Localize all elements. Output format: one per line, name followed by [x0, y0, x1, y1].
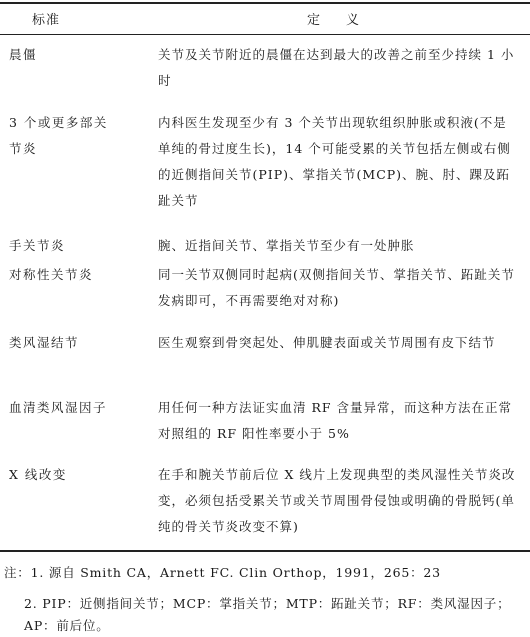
criterion-cell: 晨僵: [9, 47, 38, 62]
definition-cell: 腕、近指间关节、掌指关节至少有一处肿胀: [158, 238, 415, 253]
criterion-cell: 类风湿结节: [9, 335, 80, 350]
definition-cell: 用任何一种方法证实血清 RF 含量异常，而这种方法在正常对照组的 RF 阳性率要小于 5%: [158, 400, 513, 441]
criterion-cell: X 线改变: [9, 467, 67, 482]
criterion-cell: 对称性关节炎: [9, 267, 94, 282]
definition-cell: 医生观察到骨突起处、伸肌腱表面或关节周围有皮下结节: [158, 335, 496, 350]
header-col-criterion: 标准: [32, 13, 61, 28]
criterion-cell: 3 个或更多部关节炎: [9, 115, 108, 156]
definition-cell: 关节及关节附近的晨僵在达到最大的改善之前至少持续 1 小时: [158, 47, 515, 88]
criterion-cell: 血清类风湿因子: [9, 400, 108, 415]
footnote-abbreviations: 2. PIP：近侧指间关节；MCP：掌指关节；MTP：跖趾关节；RF：类风湿因子；AP：前后位。: [24, 596, 511, 633]
table-bottom-rule: [0, 550, 530, 552]
table-header-rule: [0, 34, 530, 35]
definition-cell: 在手和腕关节前后位 X 线片上发现典型的类风湿性关节炎改变，必须包括受累关节或关节周围骨侵蚀或明确的骨脱钙(单纯的骨关节炎改变不算): [158, 467, 516, 534]
header-col-definition: 定义: [307, 13, 386, 28]
definition-cell: 同一关节双侧同时起病(双侧指间关节、掌指关节、跖趾关节发病即可，不再需要绝对对称): [158, 267, 515, 308]
footnote-source: 注：1. 源自 Smith CA，Arnett FC. Clin Orthop，1991，265：23: [4, 565, 441, 580]
definition-cell: 内科医生发现至少有 3 个关节出现软组织肿胀或积液(不是单纯的骨过度生长)，14 个可能受累的关节包括左侧或右侧的近侧指间关节(PIP)、掌指关节(MCP)、腕、肘、踝及跖趾关节: [158, 115, 511, 208]
criterion-cell: 手关节炎: [9, 238, 66, 253]
table-top-rule: [0, 2, 530, 4]
